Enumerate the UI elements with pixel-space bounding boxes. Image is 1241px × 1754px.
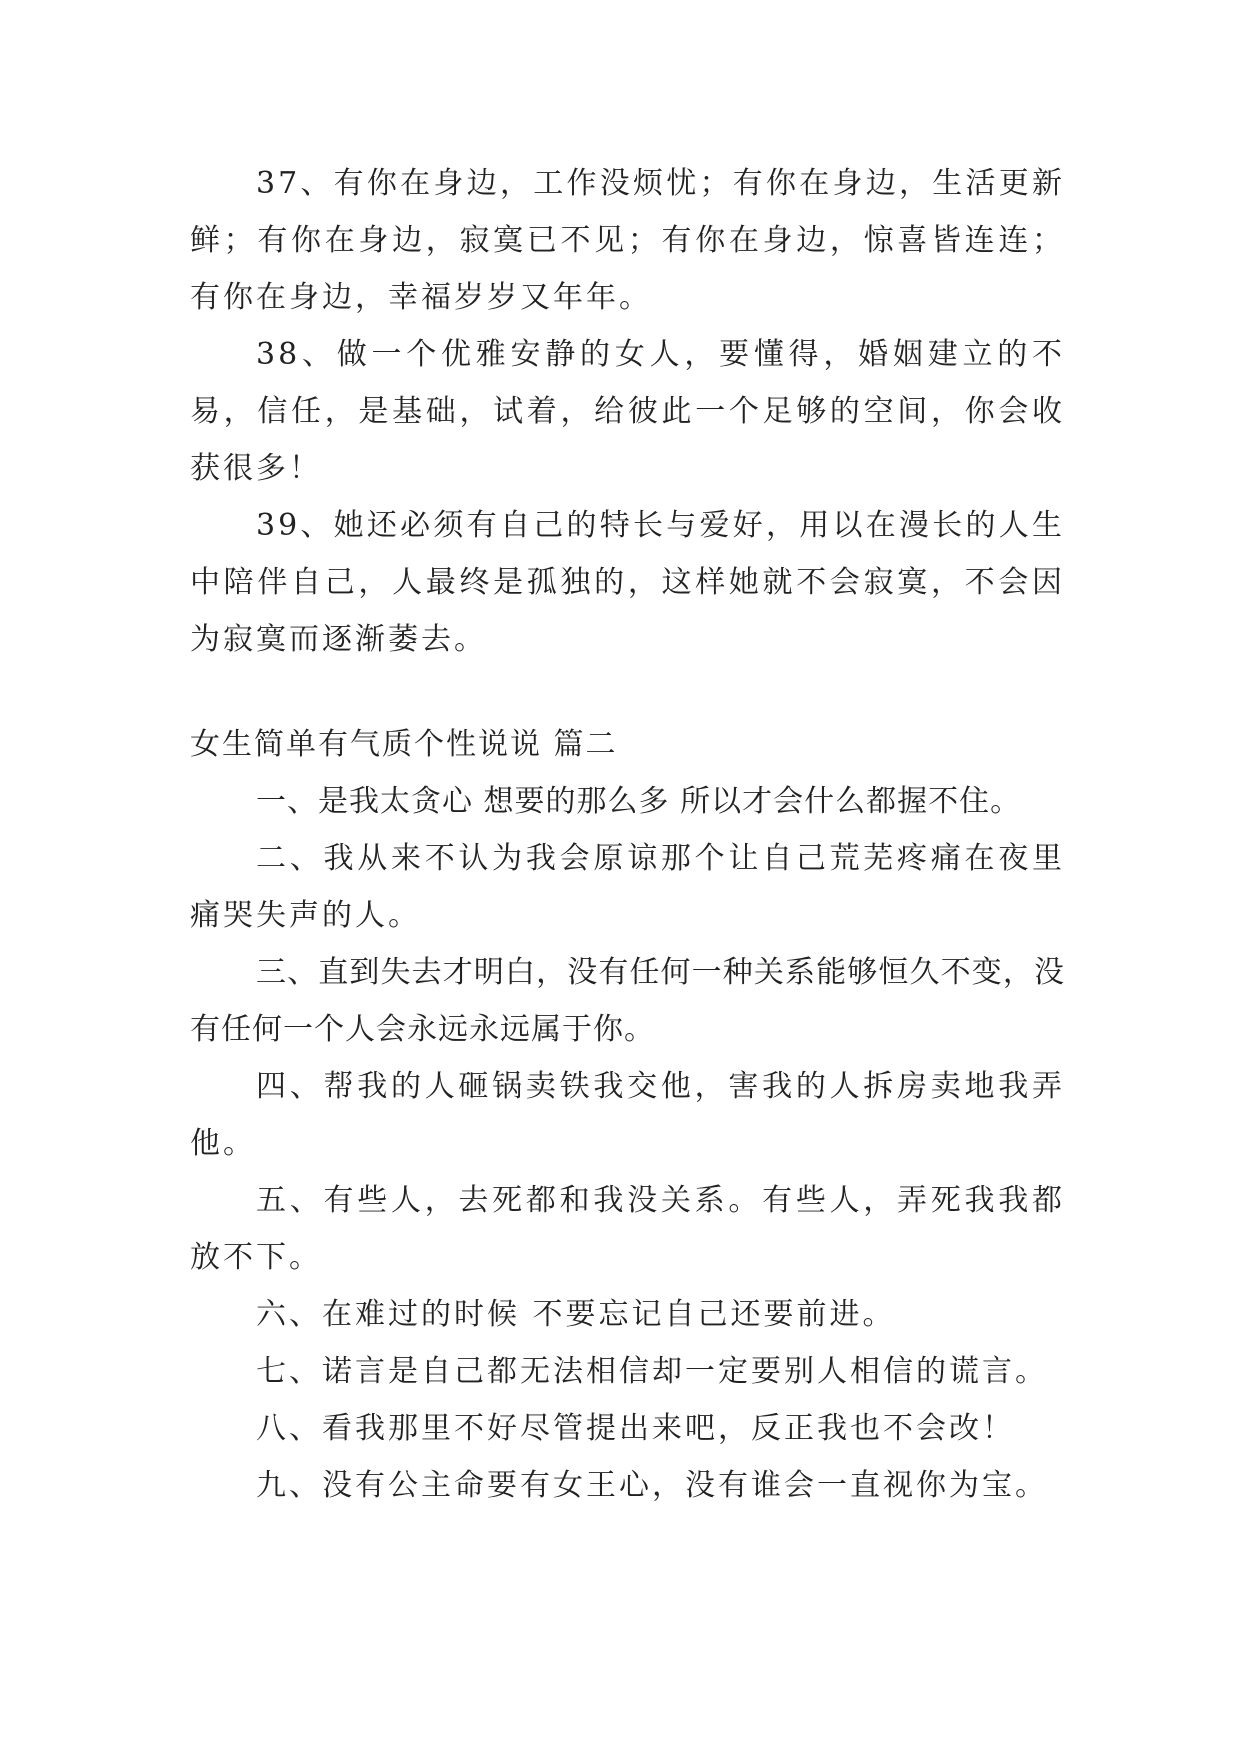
paragraph-item-5: 五、有些人，去死都和我没关系。有些人，弄死我我都放不下。 xyxy=(190,1183,1065,1275)
paragraph-item-4: 四、帮我的人砸锅卖铁我交他，害我的人拆房卖地我弄他。 xyxy=(190,1069,1065,1161)
paragraph-item-6: 六、在难过的时候 不要忘记自己还要前进。 xyxy=(256,1297,896,1332)
paragraph-item-3: 三、直到失去才明白，没有任何一种关系能够恒久不变，没有任何一个人会永远永远属于你。 xyxy=(190,955,1065,1047)
paragraph-item-1: 一、是我太贪心 想要的那么多 所以才会什么都握不住。 xyxy=(256,784,1022,819)
document-body xyxy=(190,155,1065,1514)
paragraph-37: 37、有你在身边，工作没烦忧；有你在身边，生活更新鲜；有你在身边，寂寞已不见；有你在身边，惊喜皆连连；有你在身边，幸福岁岁又年年。 xyxy=(190,166,1065,315)
paragraph-item-2: 二、我从来不认为我会原谅那个让自己荒芜疼痛在夜里痛哭失声的人。 xyxy=(190,841,1065,933)
paragraph-item-7: 七、诺言是自己都无法相信却一定要别人相信的谎言。 xyxy=(256,1354,1048,1389)
paragraph-item-9: 九、没有公主命要有女王心，没有谁会一直视你为宝。 xyxy=(256,1468,1048,1503)
paragraph-item-8: 八、看我那里不好尽管提出来吧，反正我也不会改！ xyxy=(256,1411,1015,1446)
paragraph-38: 38、做一个优雅安静的女人，要懂得，婚姻建立的不易，信任，是基础，试着，给彼此一个足够的空间，你会收获很多！ xyxy=(190,337,1065,486)
section-heading: 女生简单有气质个性说说 篇二 xyxy=(190,727,618,762)
paragraph-39: 39、她还必须有自己的特长与爱好，用以在漫长的人生中陪伴自己，人最终是孤独的，这样她就不会寂寞，不会因为寂寞而逐渐萎去。 xyxy=(190,508,1065,657)
